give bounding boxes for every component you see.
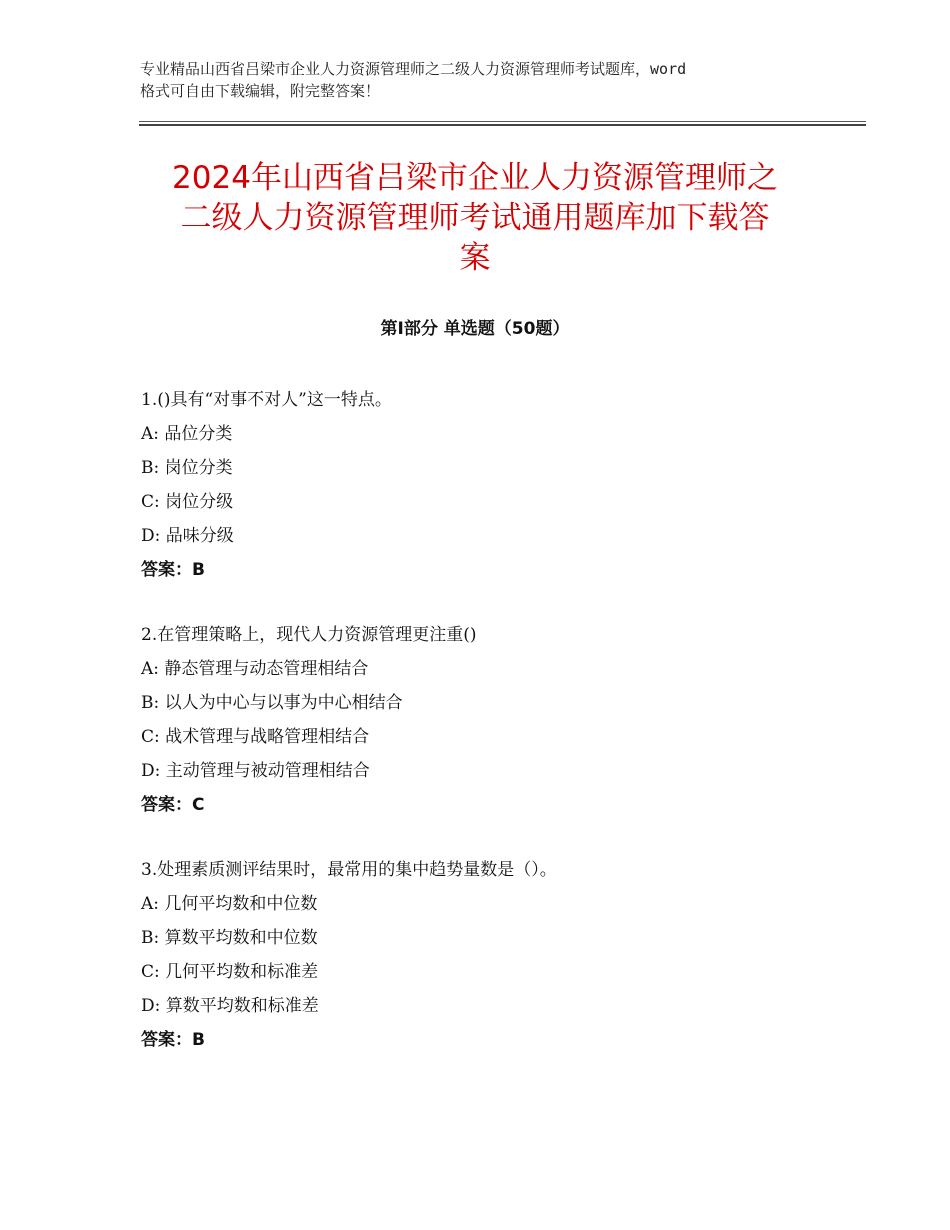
answer-label: 答案：B (141, 560, 205, 580)
document-title (130, 158, 820, 278)
title-line-2: 二级人力资源管理师考试通用题库加下载答 (180, 200, 770, 236)
answer-label: 答案：C (141, 795, 205, 815)
title-line-1: 2024年山西省吕梁市企业人力资源管理师之 (172, 160, 778, 196)
question-1 (141, 383, 861, 587)
question-2 (141, 618, 861, 822)
question-stem: 1.()具有“对事不对人”这一特点。 (141, 390, 392, 410)
question-list (141, 383, 861, 1088)
section-title: 第Ⅰ部分 单选题（50题） (380, 319, 570, 339)
option-a: A: 静态管理与动态管理相结合 (141, 659, 369, 679)
option-b: B: 以人为中心与以事为中心相结合 (141, 693, 403, 713)
header-divider-thin (139, 121, 866, 122)
option-b: B: 算数平均数和中位数 (141, 928, 318, 948)
document-header-note (140, 58, 840, 102)
option-b: B: 岗位分类 (141, 458, 233, 478)
option-d: D: 主动管理与被动管理相结合 (141, 761, 370, 781)
header-note-line-1: 专业精品山西省吕梁市企业人力资源管理师之二级人力资源管理师考试题库，word (140, 60, 687, 78)
option-d: D: 算数平均数和标准差 (141, 996, 319, 1016)
option-c: C: 几何平均数和标准差 (141, 962, 319, 982)
option-c: C: 岗位分级 (141, 492, 234, 512)
option-a: A: 几何平均数和中位数 (141, 894, 318, 914)
option-a: A: 品位分类 (141, 424, 233, 444)
question-stem: 2.在管理策略上，现代人力资源管理更注重() (141, 625, 477, 645)
title-line-3: 案 (459, 240, 491, 276)
question-3 (141, 853, 861, 1057)
option-d: D: 品味分级 (141, 526, 234, 546)
option-c: C: 战术管理与战略管理相结合 (141, 727, 370, 747)
answer-label: 答案：B (141, 1030, 205, 1050)
header-divider-thick (139, 124, 866, 126)
header-note-line-2: 格式可自由下载编辑，附完整答案！ (140, 82, 381, 100)
question-stem: 3.处理素质测评结果时，最常用的集中趋势量数是（）。 (141, 860, 557, 880)
